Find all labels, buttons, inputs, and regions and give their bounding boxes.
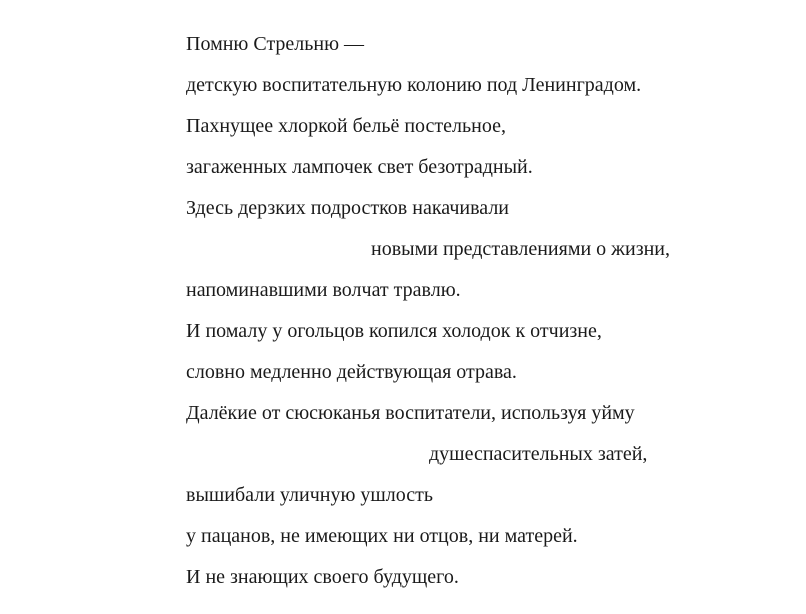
poem-line-indented: новыми представлениями о жизни, [371, 238, 671, 260]
poem-line: Далёкие от сюсюканья воспитатели, используя уйму [186, 402, 635, 424]
poem-line: у пацанов, не имеющих ни отцов, ни матерей. [186, 525, 578, 547]
poem-text [186, 34, 786, 608]
poem-line: детскую воспитательную колонию под Ленинградом. [186, 74, 642, 96]
poem-line: загаженных лампочек свет безотрадный. [186, 156, 533, 178]
poem-line: вышибали уличную ушлость [186, 484, 434, 506]
poem-line: Пахнущее хлоркой бельё постельное, [186, 115, 506, 137]
poem-line-indented: душеспасительных затей, [429, 443, 648, 465]
poem-line: И не знающих своего будущего. [186, 566, 459, 588]
poem-line: И помалу у огольцов копился холодок к отчизне, [186, 320, 602, 342]
poem-line: Помню Стрельню — [186, 33, 365, 55]
poem-line: Здесь дерзких подростков накачивали [186, 197, 509, 219]
poem-line: словно медленно действующая отрава. [186, 361, 517, 383]
poem-line: напоминавшими волчат травлю. [186, 279, 461, 301]
